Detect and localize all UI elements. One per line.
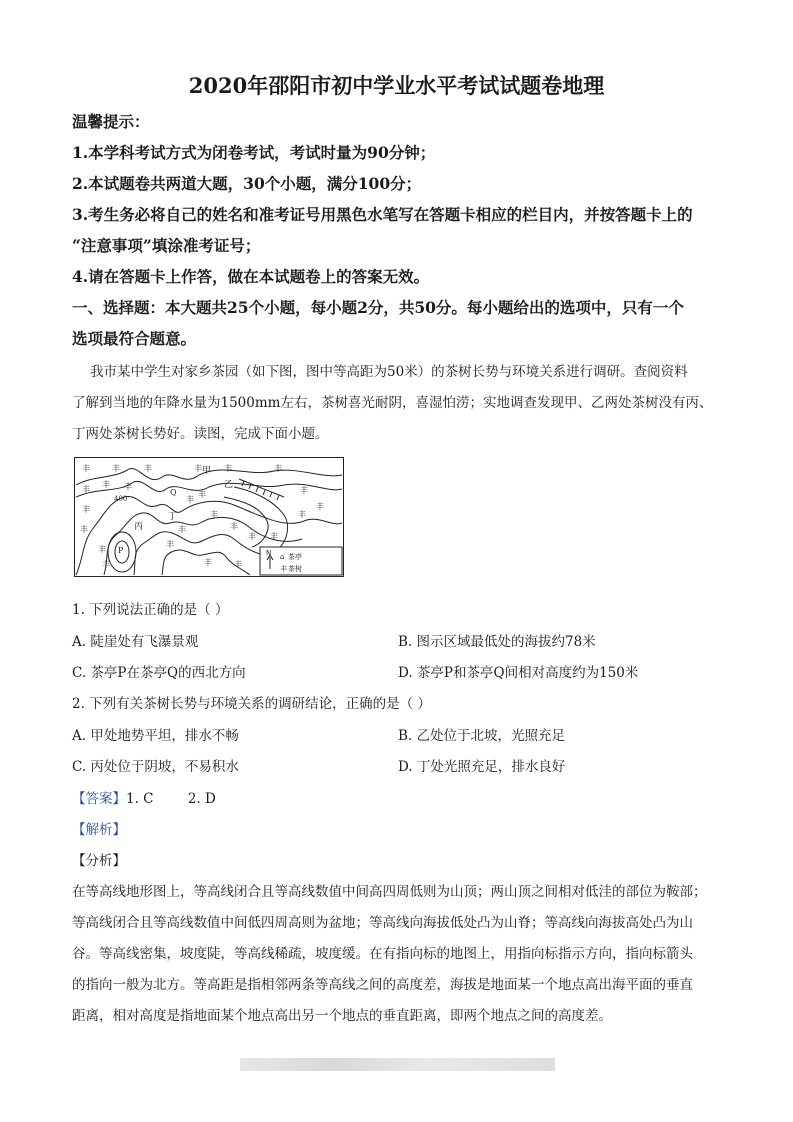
svg-text:茶亭: 茶亭 [288, 553, 302, 561]
tip-item-3: 3.考生务必将自己的姓名和准考证号用黑色水笔写在答题卡相应的栏目内，并按答题卡上的 [72, 205, 693, 224]
tip-item-2: 2.本试题卷共两道大题，30个小题，满分100分； [72, 174, 422, 193]
section-heading: 一、选择题：本大题共25个小题，每小题2分，共50分。每小题给出的选项中，只有一个 [72, 298, 684, 317]
svg-text:丰: 丰 [178, 525, 186, 534]
map-legend [260, 547, 342, 575]
page-title: 2020年邵阳市初中学业水平考试试题卷地理 [188, 73, 605, 98]
svg-text:丰: 丰 [144, 464, 152, 473]
svg-text:丰: 丰 [270, 532, 278, 541]
map-label-jia: 甲 [202, 466, 212, 476]
contour-value-label: 400 [114, 495, 128, 503]
analysis-line-4: 的指向一般为北方。等高距是指相邻两条等高线之间的高度差，海拔是地面某一个地点高出海平面的垂直 [72, 977, 693, 993]
analysis-line-2: 等高线闭合且等高线数值中间低四周高则为盆地；等高线向海拔低处凸为山脊；等高线向海拔高处凸为山 [72, 915, 693, 931]
intro-line-3: 丁两处茶树长势好。读图，完成下面小题。 [72, 426, 329, 442]
svg-text:丰: 丰 [102, 560, 110, 569]
svg-text:丰: 丰 [234, 560, 242, 569]
analysis-tag: 【分析】 [72, 853, 126, 869]
intro-line-2: 了解到当地的年降水量为1500mm左右，茶树喜光耐阴，喜湿怕涝；实地调查发现甲、乙两处茶树没有丙、 [72, 395, 713, 411]
question-1-option-c: C. 茶亭P在茶亭Q的西北方向 [72, 665, 246, 681]
svg-text:丰: 丰 [82, 505, 90, 514]
contour-map-figure [74, 457, 344, 577]
question-1-option-a: A. 陡崖处有飞瀑景观 [72, 634, 199, 650]
question-2-option-b: B. 乙处位于北坡，光照充足 [398, 728, 566, 744]
svg-text:茶树: 茶树 [288, 565, 302, 573]
map-label-p: P [118, 546, 124, 555]
tip-item-4: 4.请在答题卡上作答，做在本试题卷上的答案无效。 [72, 267, 430, 286]
svg-text:丰: 丰 [194, 464, 202, 473]
svg-text:丰: 丰 [82, 485, 90, 494]
tips-heading: 温馨提示： [72, 112, 150, 131]
svg-text:丰: 丰 [102, 480, 110, 489]
answer-text: 1. C 2. D [126, 791, 216, 807]
answer-tag: 【答案】 [72, 791, 126, 807]
svg-text:丰: 丰 [300, 486, 308, 495]
map-label-ding: 丁 [168, 512, 178, 522]
question-2-option-a: A. 甲处地势平坦，排水不畅 [72, 728, 239, 744]
map-label-q: Q [170, 488, 177, 497]
svg-text:丰: 丰 [274, 464, 282, 473]
blurred-footer-watermark [240, 1058, 555, 1071]
svg-text:丰: 丰 [204, 558, 212, 567]
question-2-option-d: D. 丁处光照充足，排水良好 [398, 759, 566, 775]
tip-item-3-cont: “注意事项”填涂准考证号； [72, 236, 261, 255]
svg-text:丰: 丰 [280, 565, 287, 573]
section-heading-cont: 选项最符合题意。 [72, 329, 197, 348]
question-1-stem: 1. 下列说法正确的是（ ） [72, 602, 229, 618]
svg-text:丰: 丰 [210, 510, 218, 519]
explain-tag: 【解析】 [72, 822, 126, 838]
svg-text:丰: 丰 [80, 525, 88, 534]
tip-item-1: 1.本学科考试方式为闭卷考试，考试时量为90分钟； [72, 143, 436, 162]
map-label-yi: 乙 [224, 480, 234, 490]
intro-line-1: 我市某中学生对家乡茶园（如下图，图中等高距为50米）的茶树长势与环境关系进行调研。查阅资料 [90, 364, 688, 380]
svg-text:丰: 丰 [112, 464, 120, 473]
svg-text:丰: 丰 [230, 522, 238, 531]
map-label-bing: 丙 [134, 522, 144, 532]
analysis-line-5: 距离，相对高度是指地面某个地点高出另一个地点的垂直距离，即两个地点之间的高度差。 [72, 1008, 612, 1024]
svg-text:丰: 丰 [98, 545, 106, 554]
svg-text:丰: 丰 [166, 540, 174, 549]
question-1-option-b: B. 图示区域最低处的海拔约78米 [398, 634, 596, 650]
answer-line [72, 787, 216, 807]
svg-text:丰: 丰 [248, 532, 256, 541]
question-2-stem: 2. 下列有关茶树长势与环境关系的调研结论，正确的是（ ） [72, 696, 431, 712]
analysis-line-3: 谷。等高线密集，坡度陡，等高线稀疏，坡度缓。在有指向标的地图上，用指向标指示方向，指向标箭头 [72, 946, 693, 962]
pavilion-icon: ⌂ [280, 553, 285, 561]
svg-text:丰: 丰 [198, 490, 206, 499]
question-2-option-c: C. 丙处位于阴坡，不易积水 [72, 759, 239, 775]
svg-text:丰: 丰 [186, 495, 194, 504]
svg-text:丰: 丰 [298, 510, 306, 519]
analysis-line-1: 在等高线地形图上，等高线闭合且等高线数值中间高四周低则为山顶；两山顶之间相对低洼的部位为鞍部； [72, 884, 707, 900]
svg-text:丰: 丰 [82, 464, 90, 473]
svg-text:丰: 丰 [124, 482, 132, 491]
question-1-option-d: D. 茶亭P和茶亭Q间相对高度约为150米 [398, 665, 639, 681]
svg-text:N: N [266, 549, 272, 557]
svg-text:丰: 丰 [316, 502, 324, 511]
svg-text:丰: 丰 [224, 464, 232, 473]
